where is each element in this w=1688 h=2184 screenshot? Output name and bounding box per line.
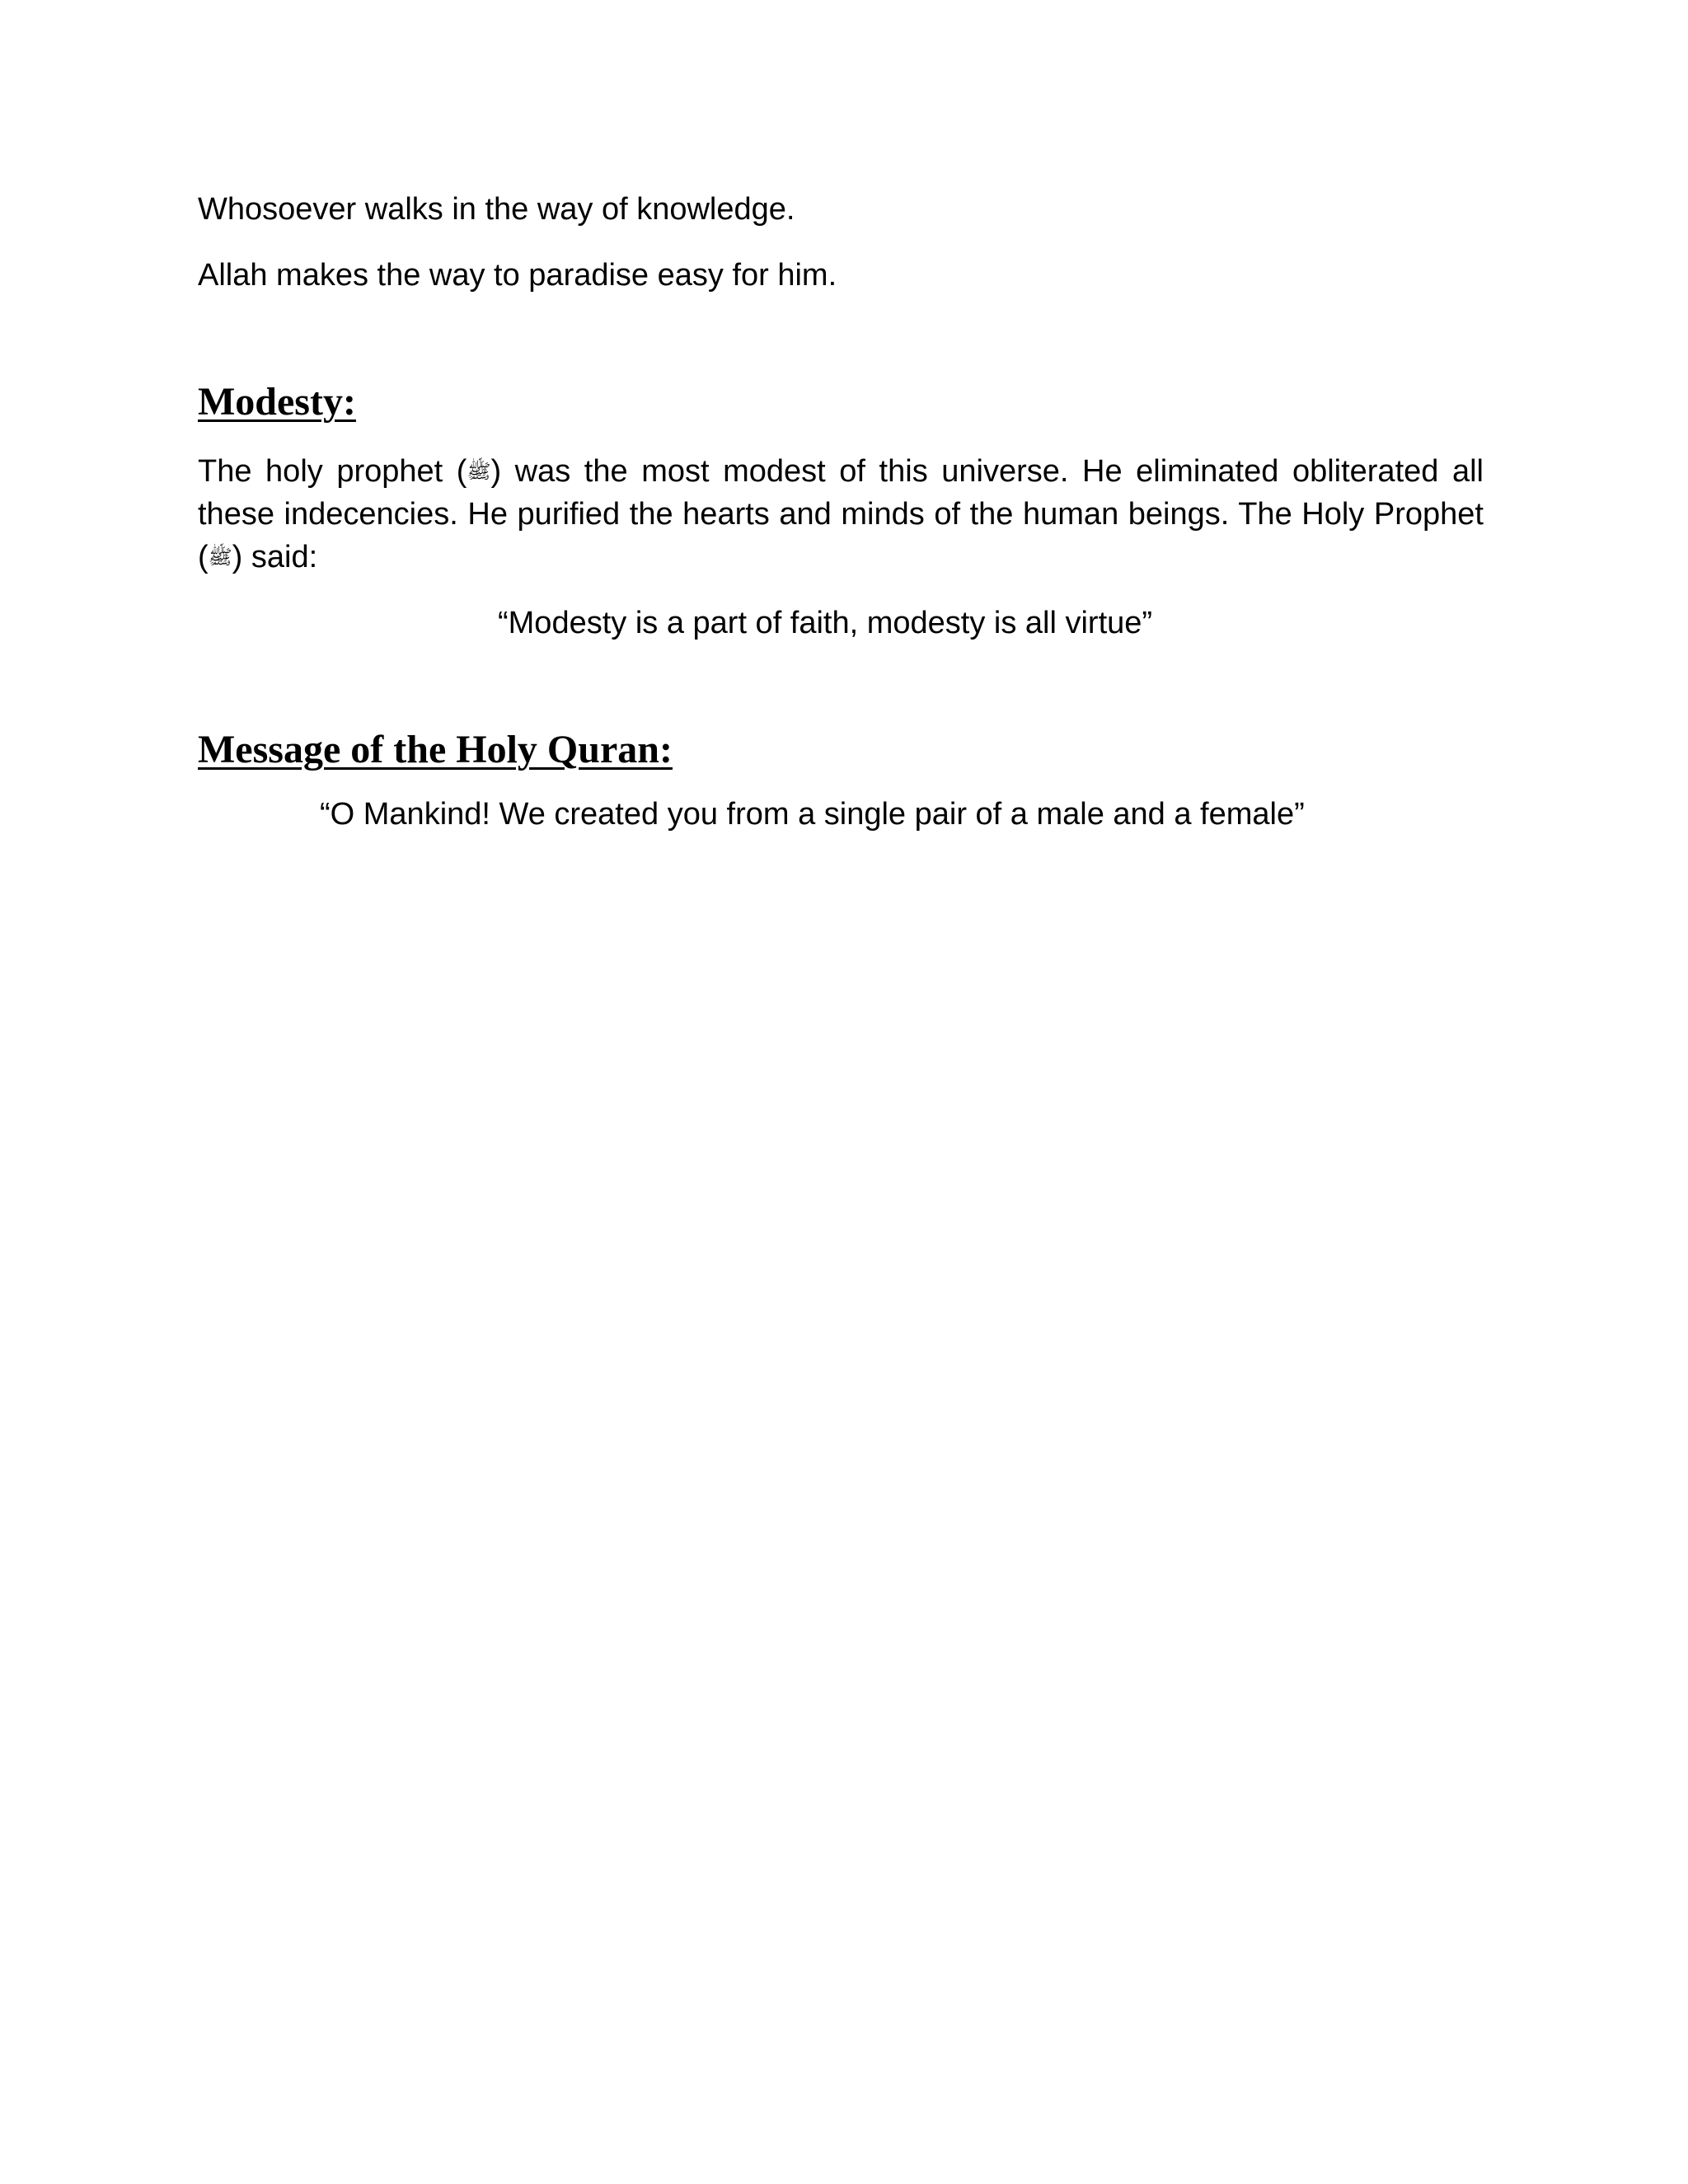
modesty-paragraph xyxy=(198,450,1484,579)
modesty-paragraph-part-1: The holy prophet ( xyxy=(198,454,467,489)
modesty-paragraph-part-3: ) said: xyxy=(232,540,318,574)
opening-line-1: Whosoever walks in the way of knowledge. xyxy=(198,192,795,227)
section-heading-quran: Message of the Holy Quran: xyxy=(198,728,673,771)
modesty-quote: “Modesty is a part of faith, modesty is all virtue” xyxy=(498,606,1153,640)
quran-quote: “O Mankind! We created you from a single pair of a male and a female” xyxy=(320,797,1305,832)
opening-line-2: Allah makes the way to paradise easy for him. xyxy=(198,258,837,293)
section-heading-modesty: Modesty: xyxy=(198,380,356,424)
page-content xyxy=(198,188,1484,836)
modesty-paragraph-part-2: ) was the most modest of this universe. He eliminated obliterated all these indecencies. He purified the hearts and minds of the human beings. The Holy Prophet ( xyxy=(198,454,1484,574)
pbuh-symbol-icon: ﷺ xyxy=(208,546,232,569)
pbuh-symbol-icon: ﷺ xyxy=(467,461,491,483)
